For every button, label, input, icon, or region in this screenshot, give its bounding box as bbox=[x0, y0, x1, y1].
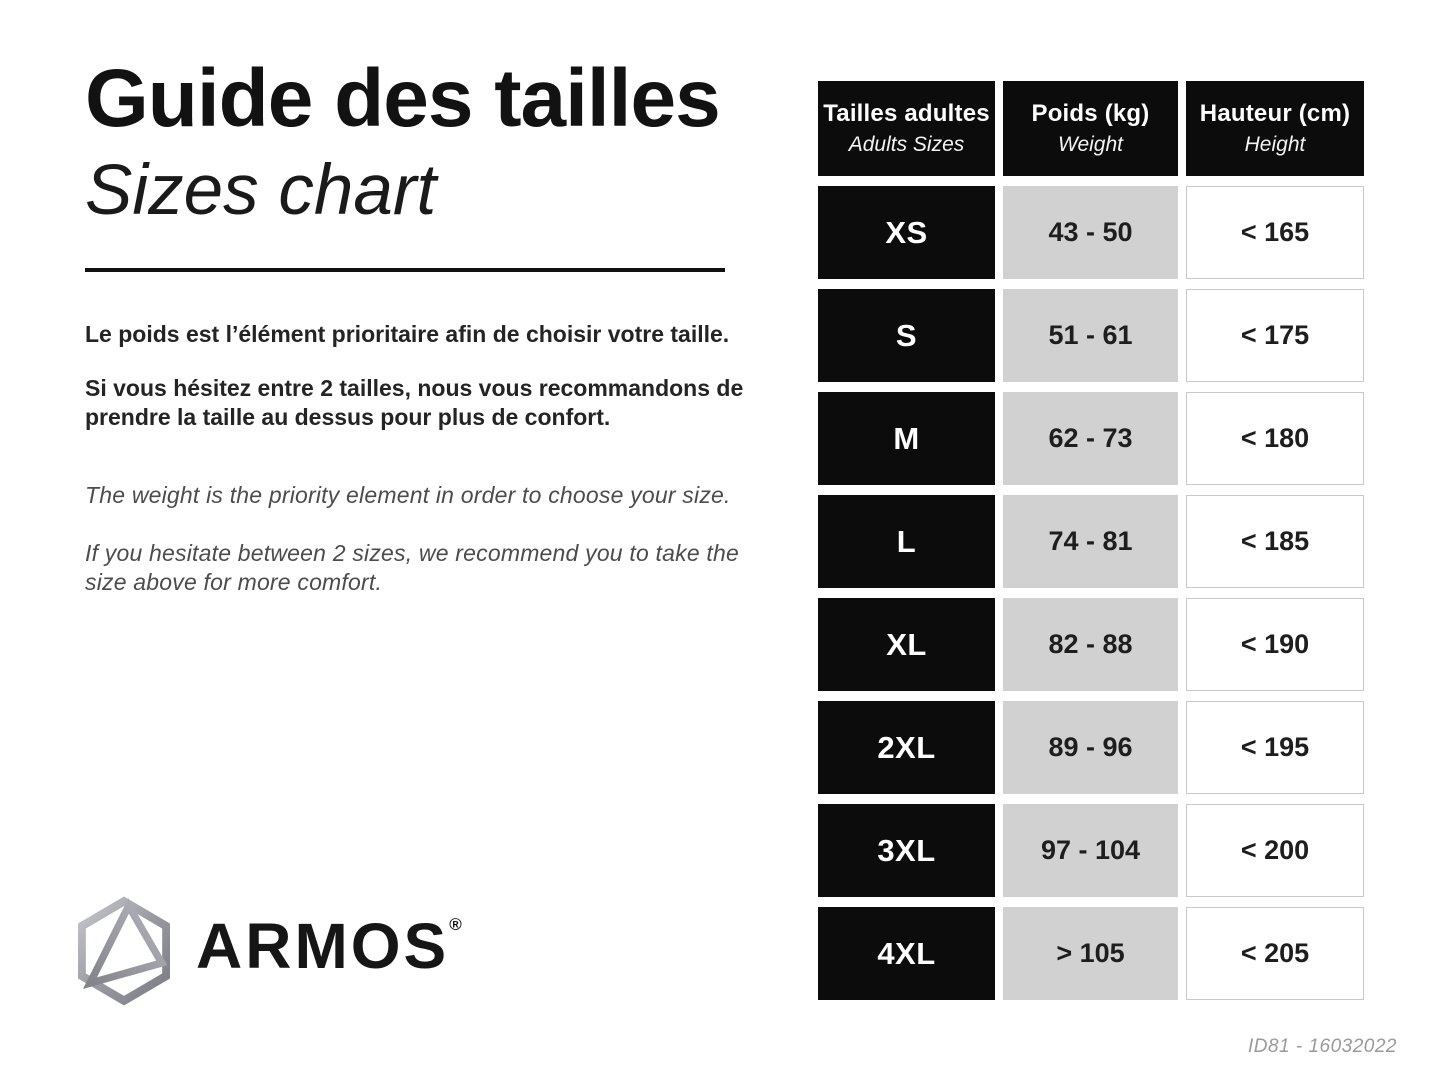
column-label-fr: Tailles adultes bbox=[823, 100, 990, 127]
row-3xl-size-cell: 3XL bbox=[818, 804, 995, 897]
row-xs-height-cell: < 165 bbox=[1186, 186, 1364, 279]
row-4xl-weight-cell: > 105 bbox=[1003, 907, 1178, 1000]
row-l-weight-cell: 74 - 81 bbox=[1003, 495, 1178, 588]
intro-paragraph-fr-2: Si vous hésitez entre 2 tailles, nous vous recommandons de prendre la taille au dessus pour plus de confort. bbox=[85, 375, 744, 430]
row-xl-size-cell: XL bbox=[818, 598, 995, 691]
column-header-2 bbox=[1186, 81, 1364, 176]
brand-name: ARMOS bbox=[196, 910, 450, 982]
brand-block bbox=[78, 893, 462, 1009]
row-m-height-cell: < 180 bbox=[1186, 392, 1364, 485]
row-s-weight-cell: 51 - 61 bbox=[1003, 289, 1178, 382]
column-label-fr: Poids (kg) bbox=[1031, 100, 1150, 127]
row-xs-weight-cell: 43 - 50 bbox=[1003, 186, 1178, 279]
row-s-size-cell: S bbox=[818, 289, 995, 382]
page-subtitle: Sizes chart bbox=[85, 150, 437, 230]
row-m-weight-cell: 62 - 73 bbox=[1003, 392, 1178, 485]
row-2xl-height-cell: < 195 bbox=[1186, 701, 1364, 794]
row-4xl-size-cell: 4XL bbox=[818, 907, 995, 1000]
row-s-height-cell: < 175 bbox=[1186, 289, 1364, 382]
intro-paragraph-fr-1: Le poids est l’élément prioritaire afin de choisir votre taille. bbox=[85, 320, 730, 347]
row-2xl-weight-cell: 89 - 96 bbox=[1003, 701, 1178, 794]
row-xs-size-cell: XS bbox=[818, 186, 995, 279]
row-l-size-cell: L bbox=[818, 495, 995, 588]
row-xl-height-cell: < 190 bbox=[1186, 598, 1364, 691]
row-3xl-weight-cell: 97 - 104 bbox=[1003, 804, 1178, 897]
intro-section bbox=[85, 53, 775, 598]
column-label-en: Weight bbox=[1058, 133, 1123, 156]
row-l-height-cell: < 185 bbox=[1186, 495, 1364, 588]
column-label-fr: Hauteur (cm) bbox=[1199, 100, 1351, 127]
column-header-0 bbox=[818, 81, 995, 176]
row-m-size-cell: M bbox=[818, 392, 995, 485]
row-2xl-size-cell: 2XL bbox=[818, 701, 995, 794]
registered-trademark-icon: ® bbox=[449, 915, 462, 934]
column-label-en: Adults Sizes bbox=[848, 133, 965, 156]
page-title: Guide des tailles bbox=[85, 53, 720, 144]
column-label-en: Height bbox=[1244, 133, 1306, 156]
document-reference: ID81 - 16032022 bbox=[1247, 1036, 1397, 1057]
column-header-1 bbox=[1003, 81, 1178, 176]
row-xl-weight-cell: 82 - 88 bbox=[1003, 598, 1178, 691]
row-3xl-height-cell: < 200 bbox=[1186, 804, 1364, 897]
intro-paragraph-en-2: If you hesitate between 2 sizes, we recommend you to take the size above for more comfort. bbox=[85, 539, 739, 596]
title-divider bbox=[85, 268, 725, 272]
brand-wordmark bbox=[196, 910, 462, 988]
intro-paragraph-en-1: The weight is the priority element in order to choose your size. bbox=[85, 482, 731, 509]
hexagon-triangle-icon bbox=[78, 893, 170, 1009]
row-4xl-height-cell: < 205 bbox=[1186, 907, 1364, 1000]
size-table bbox=[818, 81, 1364, 1000]
